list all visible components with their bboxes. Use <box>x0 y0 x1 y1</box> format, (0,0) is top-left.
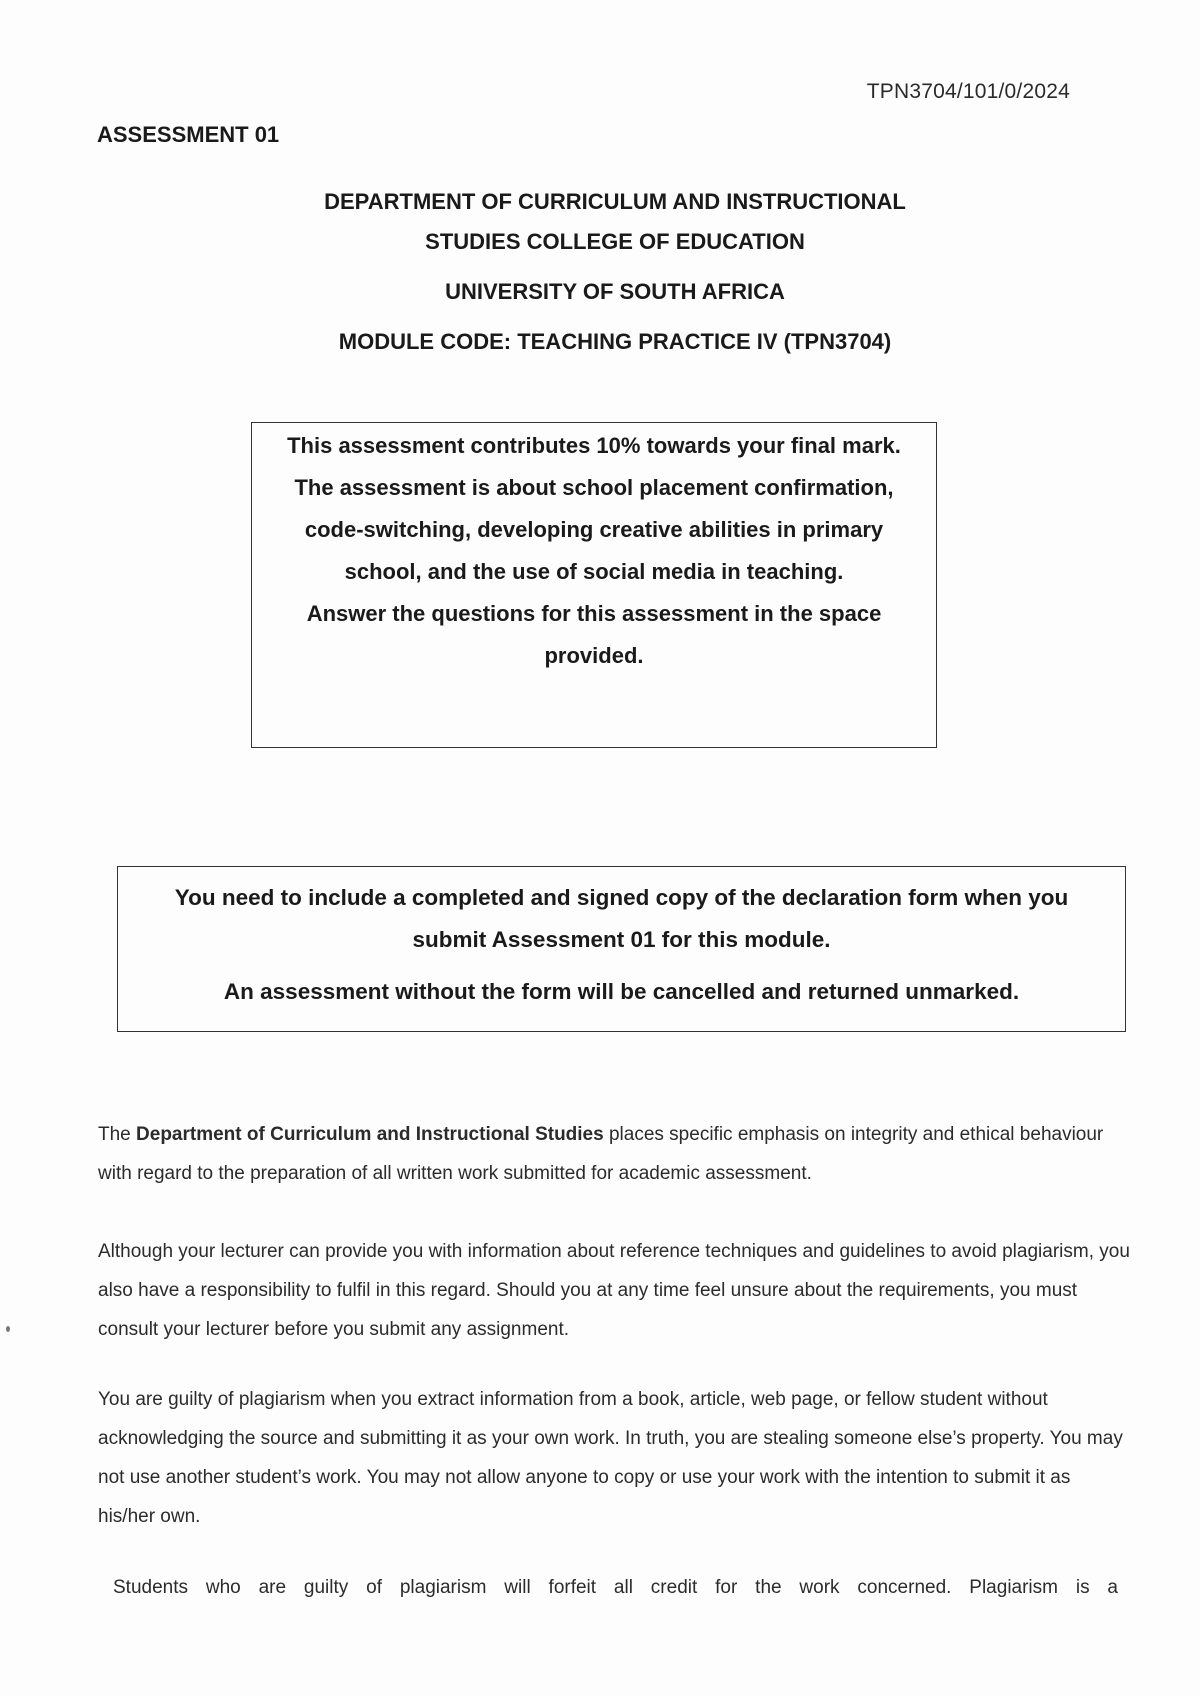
integrity-prefix: The <box>98 1124 137 1145</box>
integrity-rest: places specific emphasis on integrity and ethical behaviour with regard to the preparation of all written work submitted for academic assessment. <box>98 1124 1104 1184</box>
lecturer-guidance-text: Although your lecturer can provide you with information about reference techniques and guidelines to avoid plagiarism, you also have a responsibility to fulfil in this regard. Should you at any time feel unsure about the requirements, you must consult your lecturer before you submit any assignment. <box>98 1241 1130 1340</box>
declaration-instruction: You need to include a completed and signed copy of the declaration form when you submit Assessment 01 for this module. <box>174 885 1069 952</box>
heading-university: UNIVERSITY OF SOUTH AFRICA <box>445 279 785 304</box>
plagiarism-definition-text: You are guilty of plagiarism when you extract information from a book, article, web page, or fellow student without acknowledging the source and submitting it as your own work. In truth, you are stealing someone else’s property. You may not use another student’s work. You may not allow anyone to copy or use your work with the intention to submit it as his/her own. <box>98 1389 1123 1527</box>
document-reference: TPN3704/101/0/2024 <box>866 80 1070 103</box>
lecturer-guidance-paragraph <box>98 1232 1132 1349</box>
integrity-paragraph <box>98 1115 1132 1193</box>
plagiarism-penalty-text: Students who are guilty of plagiarism will forfeit all credit for the work concerned. Plagiarism is a <box>113 1577 1118 1598</box>
assessment-label: ASSESSMENT 01 <box>97 122 280 147</box>
declaration-warning: An assessment without the form will be cancelled and returned unmarked. <box>223 979 1020 1004</box>
department-name: Department of Curriculum and Instructional Studies <box>136 1124 604 1145</box>
plagiarism-penalty-paragraph <box>113 1568 1118 1607</box>
heading-college: STUDIES COLLEGE OF EDUCATION <box>425 229 805 254</box>
heading-department: DEPARTMENT OF CURRICULUM AND INSTRUCTIONAL <box>324 189 906 214</box>
plagiarism-definition-paragraph <box>98 1380 1132 1536</box>
assessment-info-box <box>251 422 937 748</box>
info-answer: Answer the questions for this assessment in the space provided. <box>306 601 882 668</box>
info-contribution: This assessment contributes 10% towards your final mark. <box>287 433 901 458</box>
heading-module-code: MODULE CODE: TEACHING PRACTICE IV (TPN3704) <box>338 329 892 354</box>
scan-artifact-dot <box>6 1326 10 1332</box>
info-about: The assessment is about school placement confirmation, code-switching, developing creative abilities in primary school, and the use of social media in teaching. <box>294 475 894 584</box>
document-heading <box>180 182 1050 362</box>
declaration-notice-box <box>117 866 1126 1032</box>
